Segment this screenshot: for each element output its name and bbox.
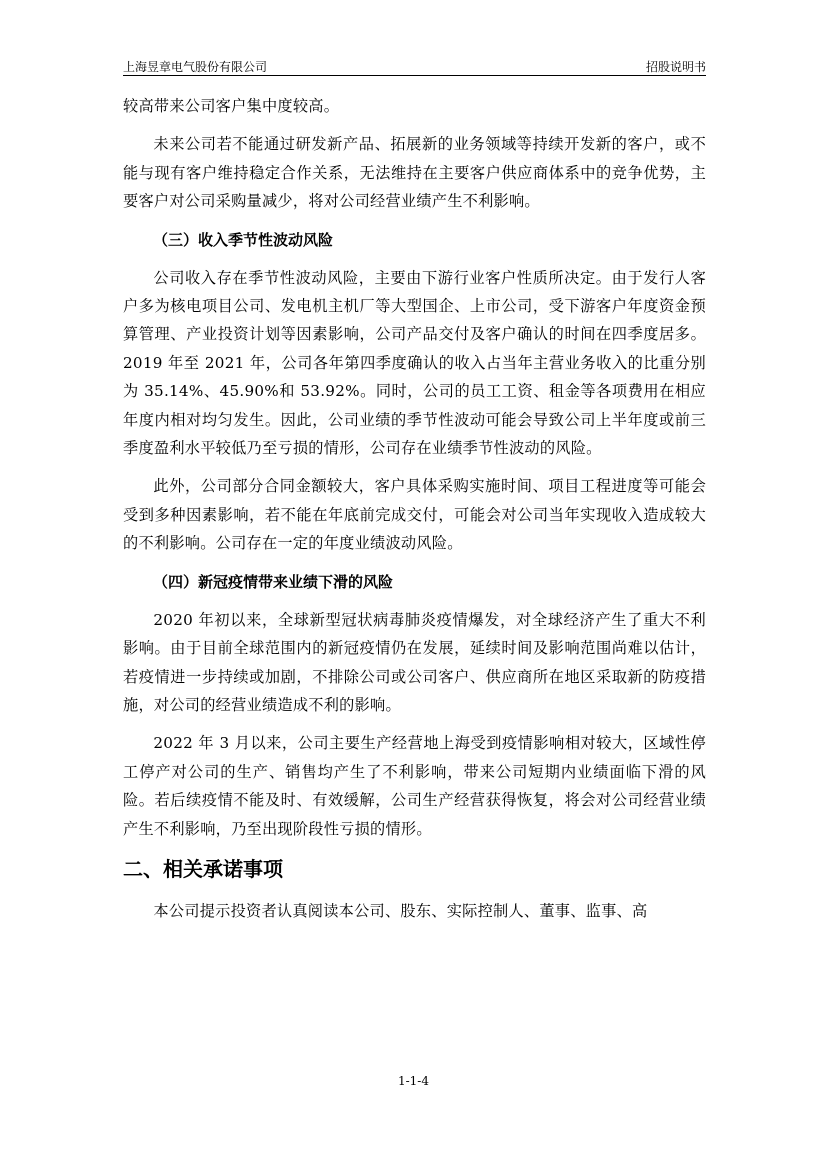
subsection-heading-covid-risk: （四）新冠疫情带来业绩下滑的风险 <box>153 572 394 591</box>
paragraph: 2020 年初以来，全球新型冠状病毒肺炎疫情爆发，对全球经济产生了重大不利影响。由于目前全球范围内的新冠疫情仍在发展，延续时间及影响范围尚难以估计，若疫情进一步持续或加剧，不排除公司或公司客户、供应商所在地区采取新的防疫措施，对公司的经营业绩造成不利的影响。 <box>123 610 706 714</box>
header-document-type: 招股说明书 <box>645 60 706 74</box>
page-body <box>123 92 706 935</box>
paragraph: 本公司提示投资者认真阅读本公司、股东、实际控制人、董事、监事、高 <box>153 901 648 920</box>
header-divider <box>123 75 706 76</box>
paragraph: 此外，公司部分合同金额较大，客户具体采购实施时间、项目工程进度等可能会受到多种因素影响，若不能在年底前完成交付，可能会对公司当年实现收入造成较大的不利影响。公司存在一定的年度业绩波动风险。 <box>123 477 706 553</box>
paragraph-continued: 较高带来公司客户集中度较高。 <box>123 97 340 115</box>
paragraph: 公司收入存在季节性波动风险，主要由下游行业客户性质所决定。由于发行人客户多为核电项目公司、发电机主机厂等大型国企、上市公司，受下游客户年度资金预算管理、产业投资计划等因素影响，公司产品交付及客户确认的时间在四季度居多。2019 年至 2021 年，公司各年第四季度确认的收入占当年主营业务收入的比重分别为 35.14%、45.90%和 53.92%。同时，公司的员工工资、租金等各项费用在相应年度内相对均匀发生。因此，公司业绩的季节性波动可能会导致公司上半年度或前三季度盈利水平较低乃至亏损的情形，公司存在业绩季节性波动的风险。 <box>123 268 706 458</box>
section-heading-commitments: 二、相关承诺事项 <box>123 856 283 881</box>
page-number: 1-1-4 <box>397 1074 429 1088</box>
subsection-heading-seasonal-risk: （三）收入季节性波动风险 <box>153 230 334 249</box>
paragraph: 2022 年 3 月以来，公司主要生产经营地上海受到疫情影响相对较大，区域性停工停产对公司的生产、销售均产生了不利影响，带来公司短期内业绩面临下滑的风险。若后续疫情不能及时、有效缓解，公司生产经营获得恢复，将会对公司经营业绩产生不利影响，乃至出现阶段性亏损的情形。 <box>123 734 706 838</box>
paragraph: 未来公司若不能通过研发新产品、拓展新的业务领域等持续开发新的客户，或不能与现有客户维持稳定合作关系，无法维持在主要客户供应商体系中的竞争优势，主要客户对公司采购量减少，将对公司经营业绩产生不利影响。 <box>123 135 706 211</box>
page-header <box>123 54 706 76</box>
header-company-name: 上海昱章电气股份有限公司 <box>123 60 268 74</box>
